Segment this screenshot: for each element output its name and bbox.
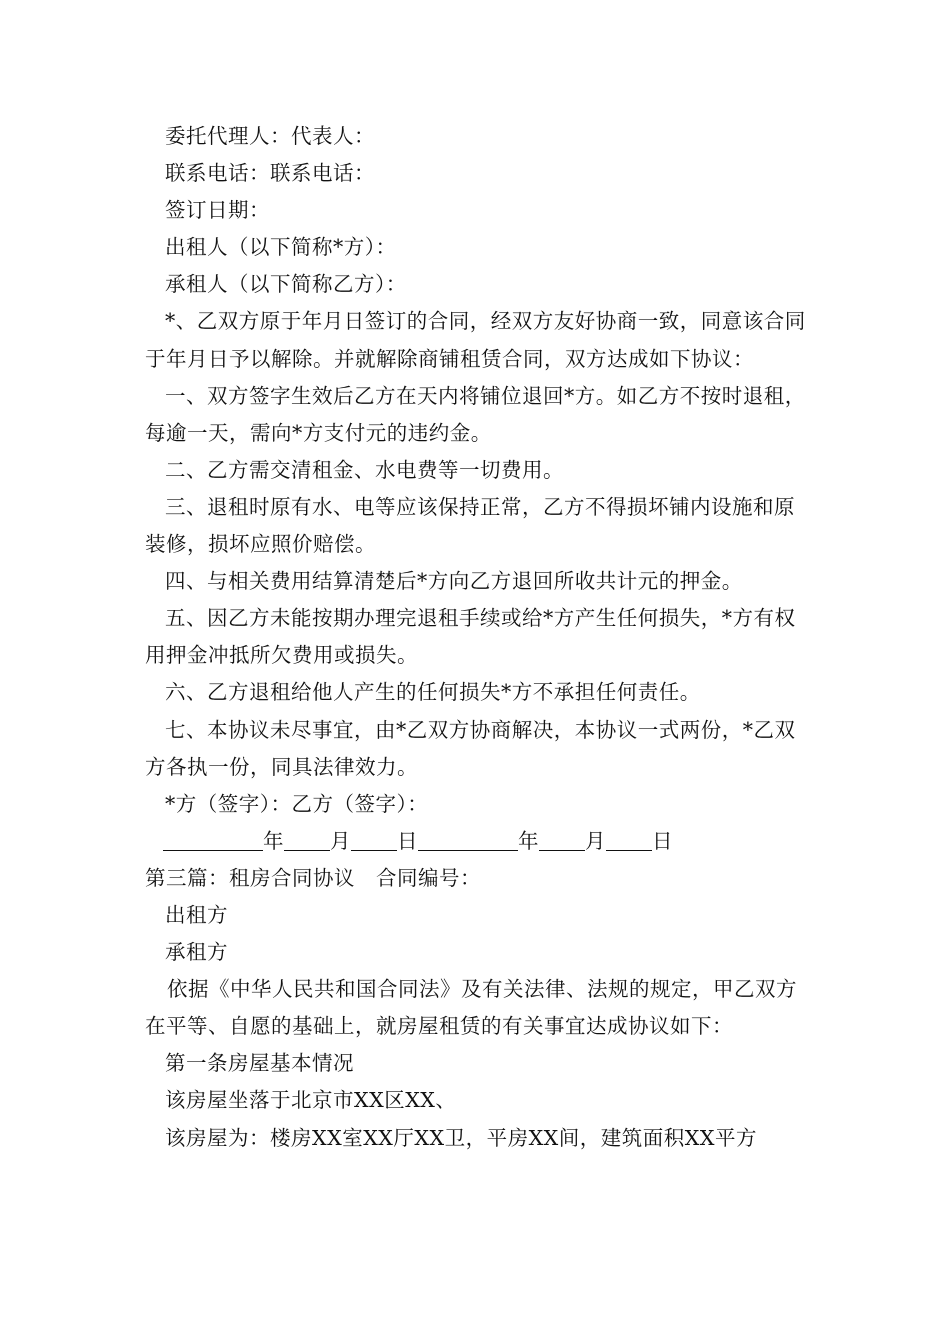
article-1-title: 第一条房屋基本情况 [165,1051,354,1076]
document-body [145,118,810,1157]
blank-field [606,828,652,851]
lessor-line: 出租人（以下简称*方）： [165,235,397,260]
month-label: 月 [330,828,351,853]
article-1-details: 该房屋为：楼房XX室XX厅XX卫，平房XX间，建筑面积XX平方 [165,1125,757,1150]
day-label: 日 [652,828,673,853]
clause-5: 五、因乙方未能按期办理完退租手续或给*方产生任何损失，*方有权用押金冲抵所欠费用或损失。 [145,606,796,668]
blank-field [163,828,263,851]
section-3-heading: 第三篇：租房合同协议 合同编号： [145,865,481,890]
day-label: 日 [397,828,418,853]
lessee-line: 承租人（以下简称乙方）： [165,272,407,297]
clause-7: 七、本协议未尽事宜，由*乙双方协商解决，本协议一式两份，*乙双方各执一份，同具法律效力。 [145,717,796,779]
signature-line: *方（签字）：乙方（签字）： [165,791,429,816]
s3-lessee-line: 承租方 [165,940,228,965]
year-label: 年 [518,828,539,853]
s3-lessor-line: 出租方 [165,902,228,927]
clause-2: 二、乙方需交清租金、水电费等一切费用。 [165,457,564,482]
blank-field [284,828,330,851]
signature-date-line [145,823,810,860]
blank-field [351,828,397,851]
clause-4: 四、与相关费用结算清楚后*方向乙方退回所收共计元的押金。 [165,569,743,594]
sign-date-line: 签订日期： [165,198,270,223]
blank-field [539,828,585,851]
intro-paragraph: *、乙双方原于年月日签订的合同，经双方友好协商一致，同意该合同于年月日予以解除。并就解除商铺租赁合同，双方达成如下协议： [145,309,806,371]
clause-3: 三、退租时原有水、电等应该保持正常，乙方不得损坏铺内设施和原装修，损坏应照价赔偿。 [145,494,795,557]
blank-field [418,828,518,851]
agent-line: 委托代理人：代表人： [165,124,375,148]
article-1-location: 该房屋坐落于北京市XX区XX、 [165,1088,457,1113]
year-label: 年 [263,828,284,853]
s3-intro-paragraph: 依据《中华人民共和国合同法》及有关法律、法规的规定，甲乙双方在平等、自愿的基础上，就房屋租赁的有关事宜达成协议如下： [145,977,797,1039]
phone-line: 联系电话：联系电话： [165,161,375,186]
month-label: 月 [585,828,606,853]
clause-6: 六、乙方退租给他人产生的任何损失*方不承担任何责任。 [165,680,701,705]
clause-1: 一、双方签字生效后乙方在天内将铺位退回*方。如乙方不按时退租，每逾一天，需向*方支付元的违约金。 [145,383,806,445]
